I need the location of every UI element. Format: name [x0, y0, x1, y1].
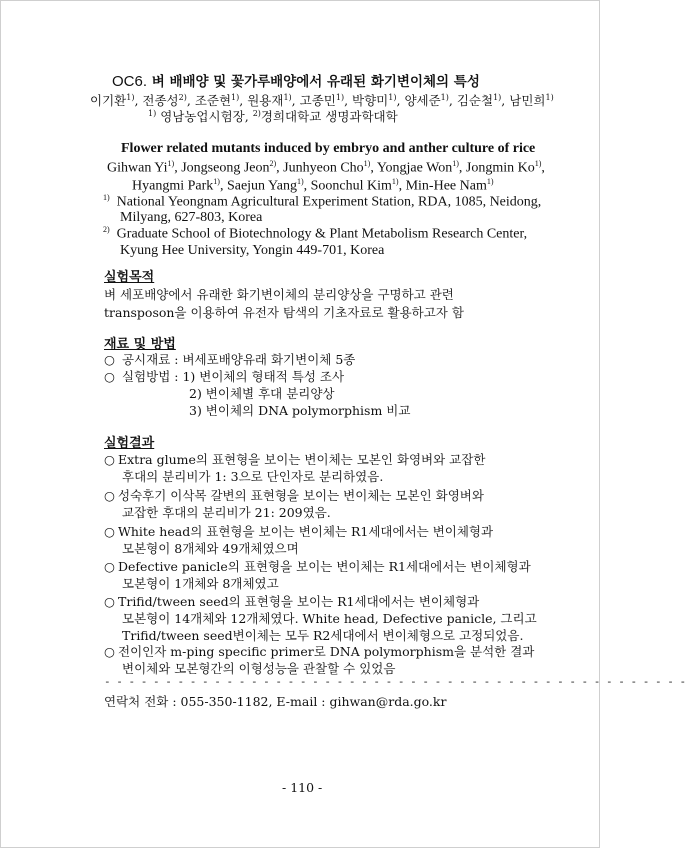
author-en: Saejun Yang [226, 178, 297, 194]
title-kr-text: 벼 배배양 및 꽃가루배양에서 유래된 화기변이체의 특성 [151, 74, 480, 90]
purpose-line2: transposon을 이용하여 유전자 탐색의 기초자료로 활용하고자 함 [104, 305, 464, 320]
result-line: Extra glume의 표현형을 보이는 변이체는 모본인 화영벼와 교잡한 [118, 452, 486, 467]
material-label: 공시재료 : [121, 352, 179, 367]
author-affil-mark: 1) [388, 92, 397, 102]
author-en: Jongseong Jeon [181, 160, 270, 176]
author-kr: 남민희 [509, 93, 546, 108]
author-affil-mark: 1) [391, 177, 399, 186]
result-line: 모본형이 8개체와 49개체였으며 [122, 541, 299, 556]
author-affil-mark: 1) [335, 92, 345, 102]
title-en: Flower related mutants induced by embryo and anther culture of rice [121, 141, 536, 156]
bullet-circle: ○ [104, 644, 115, 659]
author-affil-mark: 1) [486, 177, 494, 186]
author-en: Min-Hee Nam [405, 178, 487, 194]
authors-en-line2: Hyangmi Park$^{1)}$, Saejun Yang$^{1)}$, Soonchul Kim$^{1)}$, Min-Hee Nam$^{1)}$ [132, 177, 494, 194]
author-en: Junhyeon Cho [283, 160, 364, 176]
material-value: 벼세포배양유래 화기변이체 5종 [182, 352, 356, 367]
result-line: Trifid/tween seed의 표현형을 보이는 R1세대에서는 변이체형과 [118, 594, 480, 609]
affiliation-kr-2: 경희대학교 생명과학대학 [260, 109, 398, 124]
author-kr: 조준현 [194, 93, 232, 108]
purpose-heading: 실험목적 [104, 270, 155, 285]
author-affil-mark: 1) [493, 92, 502, 102]
title-kr [112, 70, 480, 90]
bullet-circle: ○ [104, 488, 115, 503]
affil-mark: 1) [103, 193, 110, 202]
author-affil-mark: 1) [534, 159, 542, 168]
result-line: 교잡한 후대의 분리비가 21: 209였음. [122, 505, 331, 520]
affiliation-en-2-line2: Kyung Hee University, Yongin 449-701, Korea [120, 243, 385, 258]
result-item [104, 486, 484, 504]
bullet-circle: ○ [104, 369, 115, 384]
bullet-circle: ○ [104, 452, 115, 467]
affil-mark: 1) [148, 108, 157, 118]
result-line: 성숙후기 이삭목 갈변의 표현형을 보이는 변이체는 모본인 화영벼와 [118, 488, 484, 503]
materials-heading: 재료 및 방법 [104, 337, 176, 352]
affil-mark: 2) [103, 225, 110, 234]
method-item: 3) 변이체의 DNA polymorphism 비교 [189, 403, 411, 418]
author-kr: 양세준 [404, 93, 441, 108]
result-item [104, 557, 531, 575]
affiliation-kr-1: 영남농업시험장, [160, 109, 249, 124]
author-affil-mark: 1) [440, 92, 449, 102]
result-item [104, 450, 485, 468]
author-kr: 고종민 [299, 93, 336, 108]
author-affil-mark: 2) [269, 159, 277, 168]
bullet-circle: ○ [104, 352, 115, 367]
result-line: White head의 표현형을 보이는 변이체는 R1세대에서는 변이체형과 [118, 524, 494, 539]
material-row [104, 350, 355, 368]
author-affil-mark: 1) [231, 92, 240, 102]
result-line: 모본형이 1개체와 8개체였고 [122, 576, 279, 591]
affiliation-en-1-line2: Milyang, 627-803, Korea [120, 210, 263, 225]
affiliations-kr [148, 107, 398, 125]
author-kr: 김순철 [456, 93, 494, 108]
authors-kr: 이기환$^{1)}$, 전종성$^{2)}$, 조준현$^{1)}$, 원용재$^{1)}$, 고종민$^{1)}$, 박향미$^{1)}$, 양세준$^{1)}$, 김순철$^{1)}$, 남민희$^{1)}$ [90, 92, 554, 108]
author-kr: 원용재 [247, 93, 284, 108]
author-kr: 이기환 [90, 93, 127, 108]
result-item [104, 522, 493, 540]
result-line: Defective panicle의 표현형을 보이는 변이체는 R1세대에서는 변이체형과 [118, 559, 531, 574]
method-item: 2) 변이체별 후대 분리양상 [189, 386, 335, 401]
author-en: Yongjae Won [376, 160, 453, 176]
dashed-divider: - - - - - - - - - - - - - - - - - - - - - - - - - - - - - - - - - - - - - - - - - - - - - - - - [104, 675, 686, 688]
bullet-circle: ○ [104, 559, 115, 574]
result-line: 모본형이 14개체와 12개체였다. White head, Defective panicle, 그리고 [122, 611, 537, 626]
author-en: Hyangmi Park [132, 178, 214, 194]
result-item [104, 592, 479, 610]
results-heading: 실험결과 [104, 436, 155, 451]
authors-en-line1: Gihwan Yi$^{1)}$, Jongseong Jeon$^{2)}$, Junhyeon Cho$^{1)}$, Yongjae Won$^{1)}$, Jongmin Ko$^{1)}$, [107, 159, 545, 176]
author-affil-mark: 1) [296, 177, 304, 186]
author-affil-mark: 1) [283, 92, 292, 102]
method-row [104, 367, 344, 385]
result-line: Trifid/tween seed변이체는 모두 R2세대에서 변이체형으로 고정되었음. [122, 628, 524, 643]
result-line: 변이체와 모본형간의 이형성능을 관찰할 수 있었음 [122, 661, 396, 676]
result-item [104, 642, 534, 660]
purpose-line1: 벼 세포배양에서 유래한 화기변이체의 분리양상을 구명하고 관련 [104, 287, 454, 302]
affiliation-en-1-line1: National Yeongnam Agricultural Experiment Station, RDA, 1085, Neidong, [116, 194, 542, 210]
result-line: 전이인자 m-ping specific primer로 DNA polymorphism을 분석한 결과 [118, 644, 535, 659]
bullet-circle: ○ [104, 594, 115, 609]
affiliation-en-2 [103, 225, 527, 243]
author-affil-mark: 1) [213, 177, 220, 186]
abstract-code: OC6. [112, 73, 148, 90]
method-item: 1) 변이체의 형태적 특성 조사 [182, 369, 345, 384]
author-affil-mark: 1) [363, 159, 371, 168]
author-en: Soonchul Kim [310, 178, 392, 194]
author-affil-mark: 1) [167, 159, 175, 168]
bullet-circle: ○ [104, 524, 115, 539]
result-line: 후대의 분리비가 1: 3으로 단인자로 분리하였음. [122, 469, 384, 484]
author-kr: 박향미 [352, 93, 389, 108]
author-affil-mark: 1) [126, 92, 135, 102]
affiliation-en-1 [103, 193, 541, 211]
contact-info: 연락처 전화 : 055-350-1182, E-mail : gihwan@rda.go.kr [104, 694, 447, 709]
page-number: - 110 - [282, 780, 323, 795]
method-label: 실험방법 : [121, 369, 179, 384]
author-en: Jongmin Ko [465, 160, 535, 176]
author-affil-mark: 1) [545, 92, 554, 102]
author-kr: 전종성 [142, 93, 179, 108]
author-affil-mark: 1) [452, 159, 459, 168]
affiliation-en-2-line1: Graduate School of Biotechnology & Plant Metabolism Research Center, [116, 226, 528, 242]
author-en: Gihwan Yi [107, 160, 168, 176]
affil-mark: 2) [252, 108, 261, 118]
author-affil-mark: 2) [178, 92, 187, 102]
